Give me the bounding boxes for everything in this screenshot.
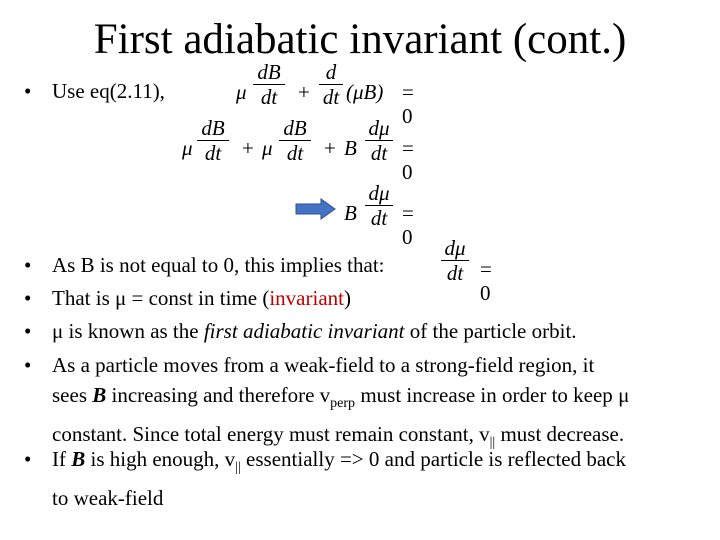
eq3-B: B [344,201,357,225]
bullet-4: • As a particle moves from a weak-field to a strong-field region, it sees B increasing and therefore $v_{perp}$ must increase in order to keep μ constant. Since total energy must remain constant, $v_{||}$ must decrease. [52,350,717,458]
bullet-1-text: As B is not equal to 0, this implies that: [52,253,385,277]
eq4-rhs: = 0 [480,257,492,305]
bullet-intro [52,76,165,106]
eq2-frac-dB-dt-2: dB dt [278,116,312,165]
eq1-rhs: = 0 [402,80,414,128]
invariant-word: invariant [269,286,344,310]
slide-title: First adiabatic invariant (cont.) [93,16,627,63]
implies-arrow-icon [295,198,337,220]
eq2-B: B [344,136,357,160]
field-B: B [92,383,107,407]
parallel-subscript: || [489,435,496,451]
mu-symbol: μ [52,319,64,343]
mu-symbol: μ [115,286,127,310]
eq1-group: (μB) [346,80,384,104]
eq2-mu-2: μ [262,136,273,160]
eq3-rhs: = 0 [402,201,414,249]
bullet-2: • That is μ = const in time (invariant) [52,283,351,313]
eq4-frac-dmu-dt: dμ dt [440,236,470,285]
eq2-rhs: = 0 [402,136,414,184]
intro-text: Use eq(2.11), [52,79,165,103]
mu-symbol: μ [618,383,630,407]
perp-subscript: perp [330,396,356,412]
eq3-frac-dmu-dt: dμ dt [364,181,394,230]
first-adiabatic-invariant-phrase: first adiabatic invariant [203,319,405,343]
eq2-mu: μ [182,136,193,160]
eq1-mu: μ [236,80,247,104]
eq1-frac-dB-dt: dB dt [252,60,286,109]
eq2-plus-2: + [324,136,336,160]
eq2-plus-1: + [242,136,254,160]
parallel-subscript: || [235,460,241,476]
eq2-frac-dmu-dt: dμ dt [364,116,394,165]
bullet-5: • If B is high enough, $v_{||}$ essentially => 0 and particle is reflected back to weak-field [52,444,717,513]
bullet-1 [52,250,385,280]
field-B: B [71,447,86,471]
eq1-plus: + [298,80,310,104]
bullet-3: • μ is known as the first adiabatic invariant of the particle orbit. [52,316,577,346]
eq2-frac-dB-dt-1: dB dt [196,116,230,165]
eq1-frac-d-dt: d dt [318,60,344,109]
